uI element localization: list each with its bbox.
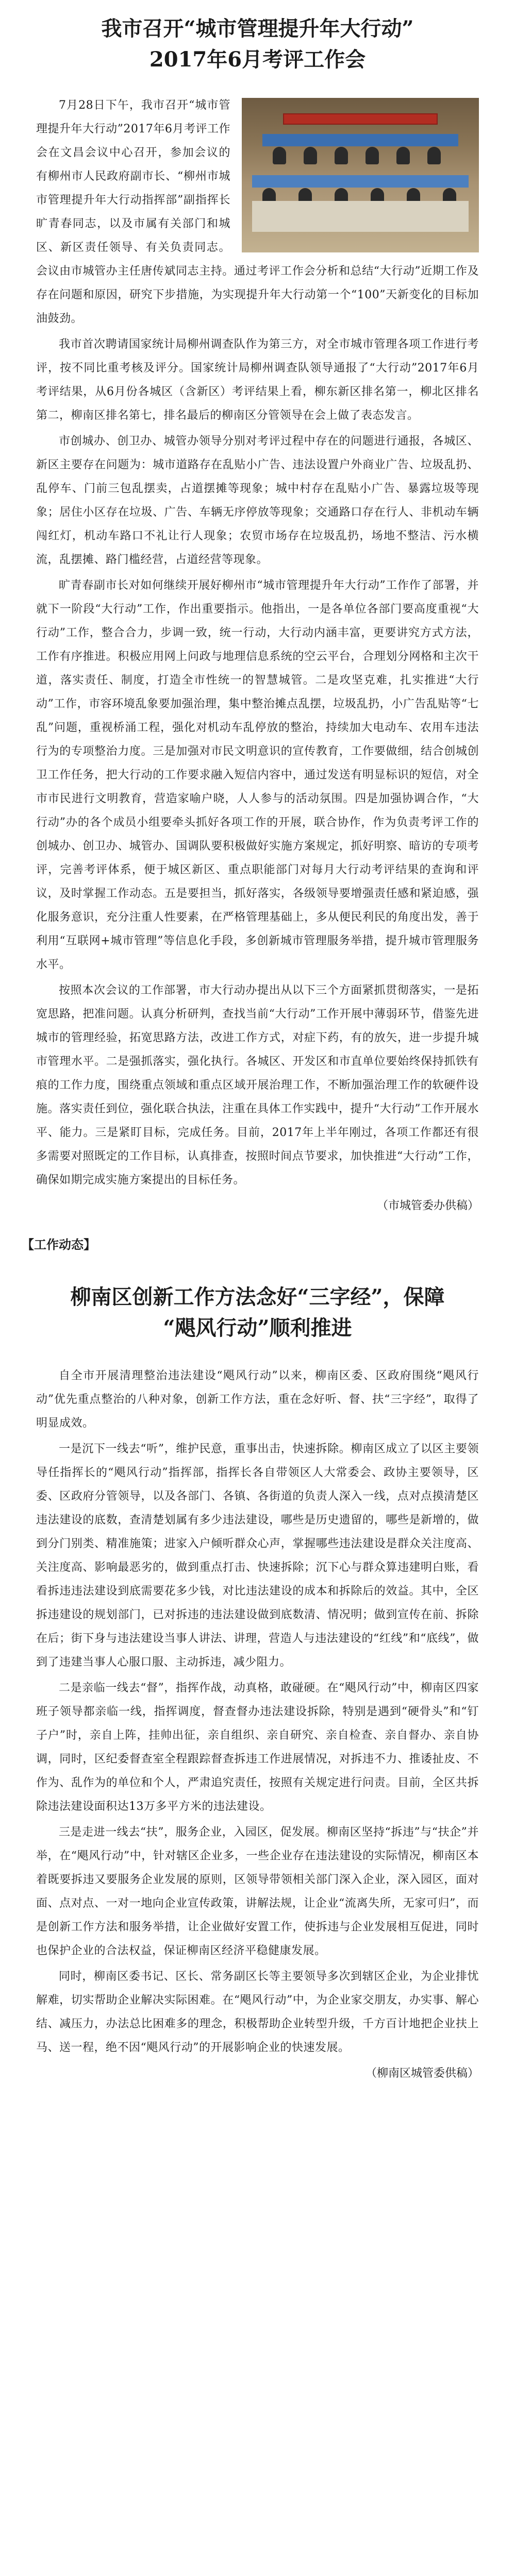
article2-credit: （柳南区城管委供稿） [365, 2067, 479, 2080]
section-label: 【工作动态】 [22, 1238, 96, 1252]
article1-body [36, 94, 479, 1192]
photo-person [304, 147, 317, 164]
article2-paragraph: 同时，柳南区委书记、区长、常务副区长等主要领导多次到辖区企业，为企业排忧解难，切实帮助企业解决实际困难。在“飓风行动”中，为企业家交朋友，办实事、解心结、减压力，办法总比困难多的理念，积极帮助企业转型升级，千方百计地把企业扶上马、送一程，绝不因“飓风行动”的开展影响企业的快速发展。 [36, 1970, 479, 2054]
photo-person [335, 147, 348, 164]
photo-person [273, 147, 286, 164]
photo-person [366, 147, 379, 164]
photo-table-row [262, 134, 458, 146]
article2-paragraph: 二是亲临一线去“督”，指挥作战，动真格，敢碰硬。在“飓风行动”中，柳南区四家班子领导都亲临一线，指挥调度，督查督办违法建设拆除，特别是遇到“硬骨头”和“钉子户”时，亲自上阵，挂帅出征，亲自组织、亲自研究、亲自检查、亲自督办、亲自协调，同时，区纪委督查室全程跟踪督查拆违工作进展情况，对拆违不力、推诿扯皮、不作为、乱作为的单位和个人，严肃追究责任，按照有关规定进行问责。目前，全区共拆除违法建设面积达13万多平方米的违法建设。 [36, 1682, 479, 1813]
photo-person [427, 147, 441, 164]
article1-paragraph: 市创城办、创卫办、城管办领导分别对考评过程中存在的问题进行通报，各城区、新区主要存在问题为：城市道路存在乱贴小广告、违法设置户外商业广告、垃圾乱扔、乱停车、门前三包乱摆卖，占道摆摊等现象；城中村存在乱贴小广告、暴露垃圾等现象；居住小区存在垃圾、广告、车辆无序停放等现象；交通路口存在行人、非机动车辆闯红灯，机动车路口不礼让行人现象；农贸市场存在垃圾乱扔，场地不整洁、污水横流，乱摆摊、路门槛经营，占道经营等现象。 [36, 435, 479, 566]
article2-paragraph: 一是沉下一线去“听”，维护民意，重事出击，快速拆除。柳南区成立了以区主要领导任指挥长的“飓风行动”指挥部，指挥长各自带领区人大常委会、政协主要领导，区委、区政府分管领导，以及各部门、各镇、各街道的负责人深入一线，点对点摸清楚区违法建设的底数，查清楚划属有多少违法建设，哪些是历史遗留的，哪些是新增的，做到分门别类、精准施策；进家入户倾听群众心声，掌握哪些违法建设是群众关注度高、关注度高、影响最恶劣的，做到重点打击、快速拆除；沉下心与群众算违建明白账，看看拆违违法建设到底需要花多少钱，对比违法建设的成本和拆除后的效益。其中，全区拆违建设的规划部门，已对拆违的违法建设做到底数清、情况明；做到宣传在前、拆除在后；街下身与违法建设当事人讲法、讲理，营造人与违法建设的“红线”和“底线”，做到了违建当事人心服口服、主动拆违，减少阻力。 [36, 1443, 479, 1669]
photo-banner [283, 113, 438, 125]
photo-desk [252, 201, 469, 232]
article1-title-line1: 我市召开“城市管理提升年大行动” [101, 16, 414, 41]
photo-person [396, 147, 410, 164]
article2-title-line1: 柳南区创新工作方法念好“三字经”，保障 [70, 1285, 445, 1309]
article2-paragraph: 自全市开展清理整治违法建设“飓风行动”以来，柳南区委、区政府围绕“飓风行动”优先重点整治的八种对象，创新工作方法，重在念好听、督、扶“三字经”，取得了明显成效。 [36, 1369, 479, 1430]
meeting-photo [242, 98, 479, 252]
article2-title-line2: “飓风行动”顺利推进 [163, 1316, 352, 1340]
article2-paragraph: 三是走进一线去“扶”，服务企业，入园区，促发展。柳南区坚持“拆违”与“扶企”并举，在“飓风行动”中，针对辖区企业多，一些企业存在违法建设的实际情况，柳南区本着既要拆违又要服务企业发展的原则，区领导带领相关部门深入企业，深入园区，面对面、点对点、一对一地向企业宣传政策，讲解法规，让企业“流离失所，无家可归”，而是创新工作方法和服务举措，让企业做好安置工作，使拆违与企业发展相互促进，同时也保护企业的合法权益，保证柳南区经济平稳健康发展。 [36, 1826, 479, 1957]
article1-credit: （市城管委办供稿） [376, 1199, 479, 1212]
photo-table-row [252, 175, 469, 188]
article1-paragraph: 按照本次会议的工作部署，市大行动办提出从以下三个方面紧抓贯彻落实，一是拓宽思路，把准问题。认真分析研判，查找当前“大行动”工作开展中薄弱环节，借鉴先进城市的管理经验，拓宽思路方法，改进工作方式，对症下药，有的放矢，进一步提升城市管理水平。二是强抓落实，强化执行。各城区、开发区和市直单位要始终保持抓铁有痕的工作力度，围绕重点领域和重点区域开展治理工作，不断加强治理工作的软硬件设施。落实责任到位，强化联合执法，注重在具体工作实践中，提升“大行动”工作开展水平、能力。三是紧盯目标，完成任务。目前，2017年上半年刚过，各项工作都还有很多需要对照既定的工作目标，认真排查，按照时间点节要求，加快推进“大行动”工作，确保如期完成实施方案提出的目标任务。 [36, 984, 479, 1187]
article1-title-line2: 2017年6月考评工作会 [149, 47, 366, 72]
article1-paragraph: 旷青春副市长对如何继续开展好柳州市“城市管理提升年大行动”工作作了部署，并就下一阶段“大行动”工作，作出重要指示。他指出，一是各单位各部门要高度重视“大行动”工作，整合合力，步调一致，统一行动，大行动内涵丰富，更要讲究方式方法，工作有序推进。积极应用网上问政与地理信息系统的空云平台，合理划分网格和主次干道，落实责任、制度，打造全市性统一的智慧城管。二是攻坚克难，扎实推进“大行动”工作，市容环境乱象要加强治理，集中整治摊点乱摆，垃圾乱扔，小广告乱贴等“七乱”问题，重视桥涌工程，强化对机动车乱停放的整治，持续加大电动车、农用车违法行为的专项整治力度。三是加强对市民文明意识的宣传教育，工作要做细，结合创城创卫工作任务，把大行动的工作要求融入短信内容中，通过发送有明显标识的短信，对全市市民进行文明教育，营造家喻户晓，人人参与的活动氛围。四是加强协调合作，“大行动”办的各个成员小组要牵头抓好各项工作的开展，联合协作，作为负责考评工作的创城办、创卫办、城管办、国调队要积极做好实施方案规定，抓好明察、暗访的专项考评，完善考评体系，便于城区新区、重点职能部门对每月大行动考评结果的查询和评议，及时掌握工作动态。五是要担当，抓好落实，各级领导要增强责任感和紧迫感，强化服务意识，充分注重人性要素，在严格管理基础上，多从便民利民的角度出发，善于利用“互联网+城市管理”等信息化手段，多创新城市管理服务举措，提升城市管理服务水平。 [36, 579, 479, 971]
article1-paragraph: 7月28日下午，我市召开“城市管理提升年大行动”2017年6月考评工作会在文昌会议中心召开，参加会议的有柳州市人民政府副市长、“柳州市城市管理提升年大行动指挥部”副指挥长旷青春同志，以及市属有关部门和城区、新区责任领导、有关负责同志。会议由市城管办主任唐传斌同志主持。通过考评工作会分析和总结“大行动”近期工作及存在问题和原因，研究下步措施，为实现提升年大行动第一个“100”天新变化的目标加油鼓劲。 [36, 99, 479, 325]
article1-paragraph: 我市首次聘请国家统计局柳州调查队作为第三方，对全市城市管理各项工作进行考评，按不同比重考核及评分。国家统计局柳州调查队领导通报了“大行动”2017年6月考评结果，从6月份各城区（含新区）考评结果上看，柳东新区排名第一，柳北区排名第二，柳南区排名第七，排名最后的柳南区分管领导在会上做了表态发言。 [36, 338, 479, 422]
